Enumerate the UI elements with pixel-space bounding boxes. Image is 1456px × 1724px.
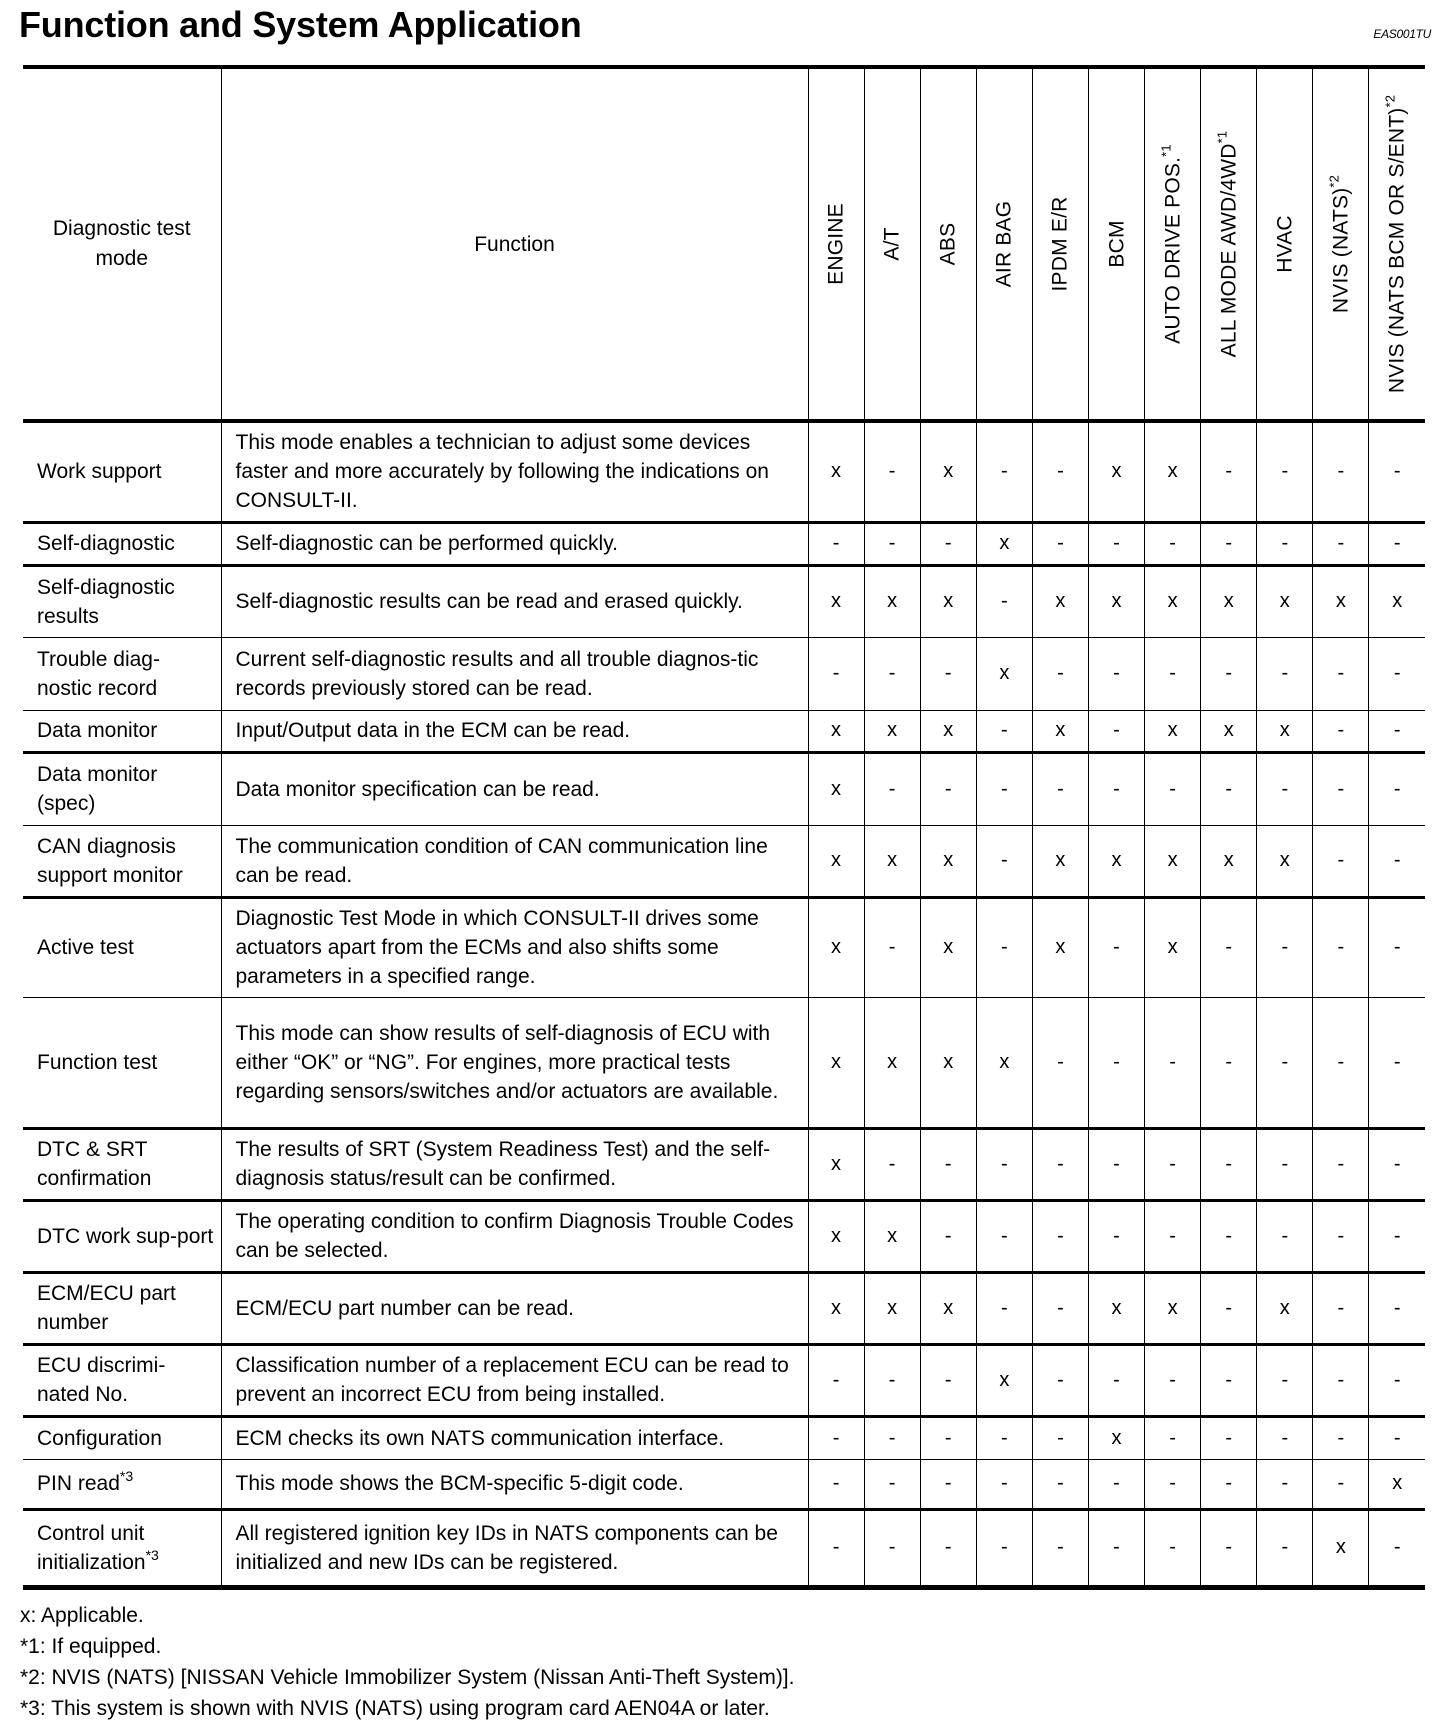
- not-applicable-mark: -: [1369, 710, 1425, 752]
- not-applicable-mark: -: [1257, 637, 1313, 710]
- applicable-mark: x: [1313, 565, 1369, 637]
- table-row: [23, 1128, 1425, 1200]
- system-label-text: IPDM E/R: [1048, 196, 1072, 292]
- not-applicable-mark: -: [1257, 522, 1313, 565]
- diagnostic-mode-cell: [23, 522, 221, 565]
- not-applicable-mark: -: [1369, 897, 1425, 997]
- not-applicable-mark: -: [1369, 1272, 1425, 1344]
- not-applicable-mark: -: [1313, 1344, 1369, 1416]
- applicable-mark: x: [864, 997, 920, 1128]
- not-applicable-mark: -: [1145, 637, 1201, 710]
- not-applicable-mark: -: [976, 752, 1032, 825]
- not-applicable-mark: -: [1313, 1200, 1369, 1272]
- not-applicable-mark: -: [1313, 897, 1369, 997]
- applicable-mark: x: [1145, 710, 1201, 752]
- not-applicable-mark: -: [808, 522, 864, 565]
- function-description: The operating condition to confirm Diagnosis Trouble Codes can be selected.: [221, 1200, 808, 1272]
- header-row: [23, 67, 1425, 421]
- not-applicable-mark: -: [1201, 1272, 1257, 1344]
- table-header: [23, 67, 1425, 421]
- footnote: x: Applicable.: [20, 1604, 144, 1627]
- not-applicable-mark: -: [1088, 1509, 1144, 1587]
- applicable-mark: x: [1032, 825, 1088, 897]
- not-applicable-mark: -: [1145, 1128, 1201, 1200]
- not-applicable-mark: -: [808, 637, 864, 710]
- not-applicable-mark: -: [864, 421, 920, 522]
- not-applicable-mark: -: [864, 1416, 920, 1459]
- diagnostic-mode-name: Self-diagnostic: [37, 532, 175, 555]
- table-row: [23, 825, 1425, 897]
- system-label: [990, 201, 1019, 288]
- footnote-ref: *3: [145, 1546, 159, 1563]
- diagnostic-mode-name: PIN read: [37, 1472, 120, 1495]
- applicable-mark: x: [808, 897, 864, 997]
- applicable-mark: x: [864, 825, 920, 897]
- function-description: ECM checks its own NATS communication interface.: [221, 1416, 808, 1459]
- not-applicable-mark: -: [808, 1509, 864, 1587]
- not-applicable-mark: -: [920, 1509, 976, 1587]
- table-row: [23, 752, 1425, 825]
- system-label-text: ABS: [936, 222, 960, 266]
- header-function: Function: [221, 67, 808, 421]
- table-row: [23, 637, 1425, 710]
- not-applicable-mark: -: [1257, 1200, 1313, 1272]
- system-label-text: AIR BAG: [992, 200, 1016, 288]
- diagnostic-mode-cell: [23, 637, 221, 710]
- not-applicable-mark: -: [1201, 1509, 1257, 1587]
- system-label-text: NVIS (NATS): [1329, 187, 1353, 314]
- function-description: This mode enables a technician to adjust some devices faster and more accurately by following the indications on CONSULT-II.: [221, 421, 808, 522]
- not-applicable-mark: -: [1032, 1416, 1088, 1459]
- not-applicable-mark: -: [976, 1200, 1032, 1272]
- not-applicable-mark: -: [1369, 752, 1425, 825]
- function-description: This mode shows the BCM-specific 5-digit code.: [221, 1459, 808, 1509]
- diagnostic-mode-name: Work support: [37, 460, 162, 484]
- not-applicable-mark: -: [1313, 1416, 1369, 1459]
- not-applicable-mark: -: [920, 522, 976, 565]
- not-applicable-mark: -: [864, 522, 920, 565]
- applicable-mark: x: [1032, 565, 1088, 637]
- applicable-mark: x: [1257, 1272, 1313, 1344]
- not-applicable-mark: -: [976, 1128, 1032, 1200]
- table-row: [23, 421, 1425, 522]
- not-applicable-mark: -: [864, 1128, 920, 1200]
- diagnostic-mode-name: Function test: [37, 1050, 158, 1074]
- system-label: [934, 223, 963, 266]
- not-applicable-mark: -: [976, 710, 1032, 752]
- system-label: [1270, 215, 1299, 273]
- applicable-mark: x: [1201, 710, 1257, 752]
- not-applicable-mark: -: [976, 1509, 1032, 1587]
- not-applicable-mark: -: [1369, 1200, 1425, 1272]
- applicable-mark: x: [920, 1272, 976, 1344]
- not-applicable-mark: -: [1032, 522, 1088, 565]
- applicable-mark: x: [808, 1272, 864, 1344]
- not-applicable-mark: -: [1313, 997, 1369, 1128]
- system-label-text: A/T: [880, 227, 904, 261]
- not-applicable-mark: -: [1032, 1272, 1088, 1344]
- not-applicable-mark: -: [1257, 897, 1313, 997]
- not-applicable-mark: -: [920, 1128, 976, 1200]
- system-label-text: ENGINE: [824, 203, 848, 285]
- system-label: [1383, 95, 1412, 393]
- applicable-mark: x: [1369, 1459, 1425, 1509]
- applicable-mark: x: [1088, 1416, 1144, 1459]
- function-description: The results of SRT (System Readiness Test) and the self-diagnosis status/result can be confirmed.: [221, 1128, 808, 1200]
- applicable-mark: x: [976, 997, 1032, 1128]
- footnotes: [20, 1600, 794, 1724]
- system-label: [822, 203, 851, 285]
- applicable-mark: x: [1088, 565, 1144, 637]
- footnote: *2: NVIS (NATS) [NISSAN Vehicle Immobilizer System (Nissan Anti-Theft System)].: [20, 1666, 795, 1689]
- applicable-mark: x: [1145, 565, 1201, 637]
- diagnostic-mode-name: Trouble diag-nostic record: [37, 647, 160, 700]
- not-applicable-mark: -: [1088, 997, 1144, 1128]
- not-applicable-mark: -: [1088, 1344, 1144, 1416]
- diagnostic-mode-cell: [23, 1509, 221, 1587]
- not-applicable-mark: -: [1145, 1459, 1201, 1509]
- applicable-mark: x: [1369, 565, 1425, 637]
- footnote-ref: *2: [1382, 94, 1398, 108]
- diagnostic-mode-name: Data monitor: [37, 719, 158, 742]
- applicable-mark: x: [920, 997, 976, 1128]
- diagnostic-mode-name: Self-diagnostic results: [37, 575, 175, 628]
- not-applicable-mark: -: [1369, 1416, 1425, 1459]
- function-description: Current self-diagnostic results and all trouble diagnos-tic records previously stored can be read.: [221, 637, 808, 710]
- diagnostic-mode-cell: [23, 1128, 221, 1200]
- applicable-mark: x: [920, 565, 976, 637]
- document-code: EAS001TU: [1373, 27, 1431, 41]
- not-applicable-mark: -: [1201, 1344, 1257, 1416]
- system-label-text: AUTO DRIVE POS.: [1161, 156, 1185, 344]
- not-applicable-mark: -: [1145, 997, 1201, 1128]
- not-applicable-mark: -: [1088, 752, 1144, 825]
- not-applicable-mark: -: [1032, 1459, 1088, 1509]
- diagnostic-mode-name: ECU discrimi-nated No.: [37, 1354, 166, 1406]
- system-label: [1046, 197, 1075, 292]
- not-applicable-mark: -: [1145, 1344, 1201, 1416]
- footnote: *1: If equipped.: [20, 1635, 162, 1658]
- not-applicable-mark: -: [1201, 1200, 1257, 1272]
- not-applicable-mark: -: [1313, 421, 1369, 522]
- table-row: [23, 1459, 1425, 1509]
- applicable-mark: x: [864, 1272, 920, 1344]
- function-description: All registered ignition key IDs in NATS components can be initialized and new IDs can be registered.: [221, 1509, 808, 1587]
- header-system-ipdm-e-r: [1032, 67, 1088, 421]
- applicable-mark: x: [920, 710, 976, 752]
- function-description: This mode can show results of self-diagnosis of ECU with either “OK” or “NG”. For engines, more practical tests regarding sensors/switches and/or actuators are available.: [221, 997, 808, 1128]
- applicable-mark: x: [1032, 710, 1088, 752]
- header-system-a-t: [864, 67, 920, 421]
- system-label: [1214, 131, 1243, 358]
- header-system-abs: [920, 67, 976, 421]
- not-applicable-mark: -: [1313, 1459, 1369, 1509]
- not-applicable-mark: -: [1088, 1459, 1144, 1509]
- header-system-hvac: [1257, 67, 1313, 421]
- header-system-nvis-nats: [1313, 67, 1369, 421]
- system-label-text: BCM: [1105, 220, 1129, 268]
- system-label: [878, 227, 907, 260]
- not-applicable-mark: -: [1369, 1509, 1425, 1587]
- footnote-ref: *1: [1214, 130, 1230, 144]
- function-description: Classification number of a replacement ECU can be read to prevent an incorrect ECU from being installed.: [221, 1344, 808, 1416]
- header-system-engine: [808, 67, 864, 421]
- not-applicable-mark: -: [1032, 1509, 1088, 1587]
- function-description: Data monitor specification can be read.: [221, 752, 808, 825]
- function-description: Self-diagnostic can be performed quickly.: [221, 522, 808, 565]
- table-row: [23, 710, 1425, 752]
- not-applicable-mark: -: [1201, 522, 1257, 565]
- function-description: Self-diagnostic results can be read and erased quickly.: [221, 565, 808, 637]
- not-applicable-mark: -: [1201, 1459, 1257, 1509]
- not-applicable-mark: -: [920, 1200, 976, 1272]
- applicable-mark: x: [808, 710, 864, 752]
- header-system-auto-drive-pos: [1145, 67, 1201, 421]
- table-body: [23, 421, 1425, 1587]
- not-applicable-mark: -: [1257, 1416, 1313, 1459]
- not-applicable-mark: -: [920, 752, 976, 825]
- not-applicable-mark: -: [1201, 1416, 1257, 1459]
- not-applicable-mark: -: [1088, 522, 1144, 565]
- not-applicable-mark: -: [976, 897, 1032, 997]
- not-applicable-mark: -: [976, 825, 1032, 897]
- applicable-mark: x: [920, 825, 976, 897]
- not-applicable-mark: -: [864, 752, 920, 825]
- diagnostic-mode-cell: [23, 565, 221, 637]
- not-applicable-mark: -: [976, 565, 1032, 637]
- diagnostic-mode-name: Active test: [37, 936, 134, 959]
- diagnostic-mode-cell: [23, 997, 221, 1128]
- header-diagnostic-test-mode: Diagnostic test mode: [23, 67, 221, 421]
- system-label: [1158, 144, 1187, 344]
- not-applicable-mark: -: [1032, 997, 1088, 1128]
- not-applicable-mark: -: [864, 897, 920, 997]
- not-applicable-mark: -: [1313, 710, 1369, 752]
- not-applicable-mark: -: [1201, 897, 1257, 997]
- not-applicable-mark: -: [1201, 637, 1257, 710]
- applicable-mark: x: [1145, 421, 1201, 522]
- applicable-mark: x: [1032, 897, 1088, 997]
- applicable-mark: x: [808, 421, 864, 522]
- not-applicable-mark: -: [1257, 752, 1313, 825]
- not-applicable-mark: -: [1032, 421, 1088, 522]
- not-applicable-mark: -: [1145, 752, 1201, 825]
- function-system-table-container: [23, 65, 1425, 1590]
- not-applicable-mark: -: [976, 421, 1032, 522]
- not-applicable-mark: -: [864, 637, 920, 710]
- diagnostic-mode-name: DTC & SRT confirmation: [37, 1138, 152, 1190]
- applicable-mark: x: [808, 1200, 864, 1272]
- header-system-bcm: [1088, 67, 1144, 421]
- not-applicable-mark: -: [1032, 1128, 1088, 1200]
- applicable-mark: x: [1145, 897, 1201, 997]
- function-system-application-table: [23, 65, 1425, 1590]
- footnote-ref: *3: [119, 1468, 134, 1484]
- system-label-text: HVAC: [1273, 215, 1297, 273]
- not-applicable-mark: -: [1313, 637, 1369, 710]
- applicable-mark: x: [1145, 825, 1201, 897]
- applicable-mark: x: [976, 522, 1032, 565]
- not-applicable-mark: -: [920, 1416, 976, 1459]
- diagnostic-mode-cell: [23, 1459, 221, 1509]
- diagnostic-mode-name: Data monitor (spec): [37, 763, 158, 815]
- applicable-mark: x: [1088, 1272, 1144, 1344]
- diagnostic-mode-cell: [23, 710, 221, 752]
- table-row: [23, 1509, 1425, 1587]
- header-system-nvis-nats-bcm-or-s-ent: [1369, 67, 1425, 421]
- table-row: [23, 1416, 1425, 1459]
- diagnostic-mode-cell: [23, 1344, 221, 1416]
- applicable-mark: x: [808, 825, 864, 897]
- not-applicable-mark: -: [1257, 1459, 1313, 1509]
- not-applicable-mark: -: [976, 1416, 1032, 1459]
- not-applicable-mark: -: [976, 1459, 1032, 1509]
- diagnostic-mode-name: Control unit initialization: [37, 1521, 146, 1574]
- not-applicable-mark: -: [1369, 997, 1425, 1128]
- system-label: [1102, 220, 1131, 267]
- applicable-mark: x: [808, 565, 864, 637]
- not-applicable-mark: -: [1257, 421, 1313, 522]
- not-applicable-mark: -: [976, 1272, 1032, 1344]
- not-applicable-mark: -: [1088, 710, 1144, 752]
- not-applicable-mark: -: [864, 1459, 920, 1509]
- not-applicable-mark: -: [1145, 1416, 1201, 1459]
- system-label-text: ALL MODE AWD/4WD: [1217, 143, 1241, 358]
- not-applicable-mark: -: [1032, 1200, 1088, 1272]
- footnote: *3: This system is shown with NVIS (NATS) using program card AEN04A or later.: [20, 1697, 770, 1720]
- applicable-mark: x: [1145, 1272, 1201, 1344]
- diagnostic-mode-name: Configuration: [37, 1426, 162, 1450]
- footnote-ref: *1: [1158, 144, 1174, 157]
- applicable-mark: x: [920, 897, 976, 997]
- not-applicable-mark: -: [920, 1344, 976, 1416]
- not-applicable-mark: -: [920, 1459, 976, 1509]
- diagnostic-mode-cell: [23, 825, 221, 897]
- diagnostic-mode-cell: [23, 752, 221, 825]
- table-row: [23, 522, 1425, 565]
- not-applicable-mark: -: [1313, 522, 1369, 565]
- not-applicable-mark: -: [1257, 1509, 1313, 1587]
- diagnostic-mode-name: CAN diagnosis support monitor: [37, 834, 183, 887]
- applicable-mark: x: [920, 421, 976, 522]
- footnote-ref: *2: [1326, 174, 1342, 188]
- table-row: [23, 897, 1425, 997]
- applicable-mark: x: [808, 752, 864, 825]
- applicable-mark: x: [1313, 1509, 1369, 1587]
- table-row: [23, 565, 1425, 637]
- diagnostic-mode-name: ECM/ECU part number: [37, 1282, 176, 1334]
- not-applicable-mark: -: [920, 637, 976, 710]
- not-applicable-mark: -: [1032, 637, 1088, 710]
- not-applicable-mark: -: [1369, 637, 1425, 710]
- applicable-mark: x: [1088, 825, 1144, 897]
- not-applicable-mark: -: [1032, 1344, 1088, 1416]
- applicable-mark: x: [1201, 825, 1257, 897]
- applicable-mark: x: [976, 1344, 1032, 1416]
- applicable-mark: x: [808, 997, 864, 1128]
- table-row: [23, 1344, 1425, 1416]
- not-applicable-mark: -: [1369, 421, 1425, 522]
- applicable-mark: x: [864, 710, 920, 752]
- not-applicable-mark: -: [1313, 825, 1369, 897]
- not-applicable-mark: -: [1369, 1128, 1425, 1200]
- not-applicable-mark: -: [1201, 421, 1257, 522]
- function-description: Input/Output data in the ECM can be read.: [221, 710, 808, 752]
- applicable-mark: x: [864, 565, 920, 637]
- not-applicable-mark: -: [1145, 522, 1201, 565]
- not-applicable-mark: -: [864, 1344, 920, 1416]
- applicable-mark: x: [1257, 565, 1313, 637]
- function-description: ECM/ECU part number can be read.: [221, 1272, 808, 1344]
- not-applicable-mark: -: [1257, 1344, 1313, 1416]
- diagnostic-mode-name: DTC work sup-port: [37, 1224, 214, 1248]
- not-applicable-mark: -: [1369, 825, 1425, 897]
- not-applicable-mark: -: [1201, 997, 1257, 1128]
- diagnostic-mode-cell: [23, 1200, 221, 1272]
- diagnostic-mode-cell: [23, 1416, 221, 1459]
- not-applicable-mark: -: [1313, 1128, 1369, 1200]
- not-applicable-mark: -: [808, 1459, 864, 1509]
- table-row: [23, 1272, 1425, 1344]
- page-title: Function and System Application: [19, 4, 582, 45]
- applicable-mark: x: [1088, 421, 1144, 522]
- not-applicable-mark: -: [1201, 1128, 1257, 1200]
- applicable-mark: x: [864, 1200, 920, 1272]
- not-applicable-mark: -: [1145, 1200, 1201, 1272]
- not-applicable-mark: -: [1369, 522, 1425, 565]
- not-applicable-mark: -: [808, 1344, 864, 1416]
- not-applicable-mark: -: [1313, 752, 1369, 825]
- applicable-mark: x: [808, 1128, 864, 1200]
- header-system-all-mode-awd-4wd: [1201, 67, 1257, 421]
- system-label-text: NVIS (NATS BCM OR S/ENT): [1385, 107, 1409, 394]
- not-applicable-mark: -: [808, 1416, 864, 1459]
- not-applicable-mark: -: [1369, 1344, 1425, 1416]
- not-applicable-mark: -: [1145, 1509, 1201, 1587]
- diagnostic-mode-cell: [23, 1272, 221, 1344]
- table-row: [23, 1200, 1425, 1272]
- system-label: [1326, 175, 1355, 313]
- applicable-mark: x: [976, 637, 1032, 710]
- function-description: Diagnostic Test Mode in which CONSULT-II drives some actuators apart from the ECMs and also shifts some parameters in a specified range.: [221, 897, 808, 997]
- diagnostic-mode-cell: [23, 897, 221, 997]
- applicable-mark: x: [1257, 710, 1313, 752]
- not-applicable-mark: -: [1088, 637, 1144, 710]
- not-applicable-mark: -: [1088, 1128, 1144, 1200]
- function-description: The communication condition of CAN communication line can be read.: [221, 825, 808, 897]
- applicable-mark: x: [1201, 565, 1257, 637]
- not-applicable-mark: -: [1032, 752, 1088, 825]
- not-applicable-mark: -: [1088, 897, 1144, 997]
- table-row: [23, 997, 1425, 1128]
- not-applicable-mark: -: [1201, 752, 1257, 825]
- not-applicable-mark: -: [1313, 1272, 1369, 1344]
- not-applicable-mark: -: [864, 1509, 920, 1587]
- not-applicable-mark: -: [1257, 997, 1313, 1128]
- header-system-air-bag: [976, 67, 1032, 421]
- applicable-mark: x: [1257, 825, 1313, 897]
- not-applicable-mark: -: [1088, 1200, 1144, 1272]
- diagnostic-mode-cell: [23, 421, 221, 522]
- not-applicable-mark: -: [1257, 1128, 1313, 1200]
